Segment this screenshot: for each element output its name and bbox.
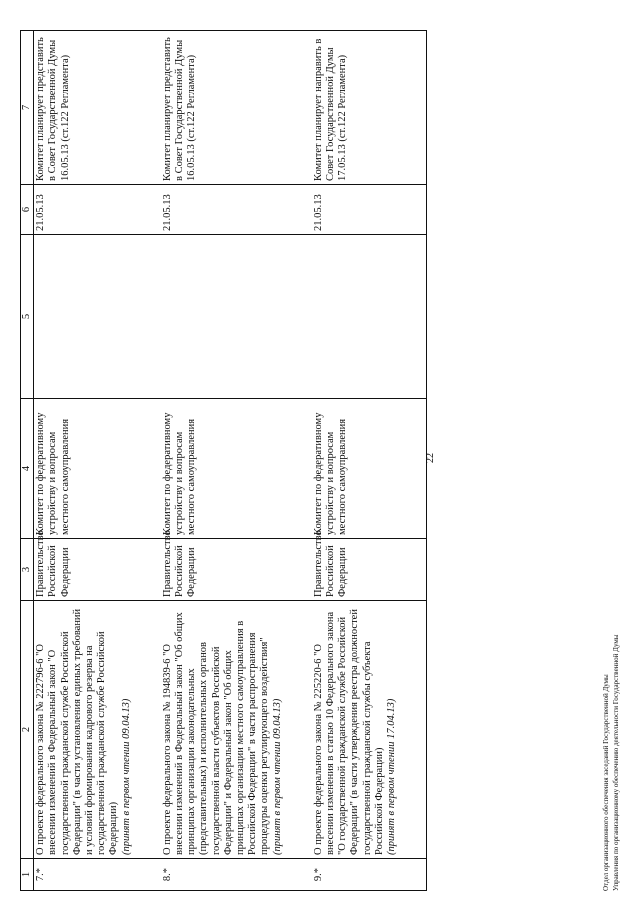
column-header: 4 <box>21 399 34 539</box>
col5-cell <box>34 235 161 399</box>
footer-line: Отдел организационного обеспечения заседаний Государственной Думы <box>602 674 610 891</box>
committee-cell: Комитет по федеративному устройству и вопросам местного самоуправления <box>34 399 161 539</box>
agenda-table <box>20 30 427 891</box>
bill-title: О проекте федерального закона № 194839-6 "О внесении изменений в Федеральный закон "Об общих принципах организации законодательных (представительных) и исполнительных органов государственной власти субъектов Российской Федерации" и Федеральный закон "Об общих принципах организации местного самоуправления в Российской Федерации" в части распространения процедуры оценки регулирующего воздействия" <box>161 612 271 855</box>
row-number: 8.* <box>161 859 312 891</box>
bill-note: (принят в первом чтении 09.04.13) <box>271 698 283 855</box>
footer-line: Управления по организационному обеспечению деятельности Государственной Думы <box>612 634 620 891</box>
remark-cell: Комитет планирует представить в Совет Государственной Думы 16.05.13 (ст.122 Регламента) <box>34 31 161 185</box>
column-header: 7 <box>21 31 34 185</box>
table-row <box>34 31 161 891</box>
bill-title: О проекте федерального закона № 222796-6 "О внесении изменений в Федеральный закон "О государственной гражданской службе Российской Федерации" (в части установления единых требований и условий формирования кадрового резерва на государственной гражданской службе Российской Федерации) <box>35 608 120 855</box>
remark-cell: Комитет планирует направить в Совет Государственной Думы 17.05.13 (ст.122 Регламента) <box>312 31 427 185</box>
table-header-row <box>21 31 34 891</box>
row-number: 7.* <box>34 859 161 891</box>
column-header: 2 <box>21 601 34 859</box>
column-header: 3 <box>21 539 34 601</box>
initiator-cell: Правительство Российской Федерации <box>161 539 312 601</box>
bill-note: (принят в первом чтении 17.04.13) <box>386 698 398 855</box>
bill-note: (принят в первом чтении 09.04.13) <box>120 698 132 855</box>
col5-cell <box>312 235 427 399</box>
page-number: 22 <box>425 453 436 463</box>
initiator-cell: Правительство Российской Федерации <box>312 539 427 601</box>
committee-cell: Комитет по федеративному устройству и вопросам местного самоуправления <box>312 399 427 539</box>
date-cell: 21.05.13 <box>312 185 427 235</box>
date-cell: 21.05.13 <box>34 185 161 235</box>
initiator-cell: Правительство Российской Федерации <box>34 539 161 601</box>
bill-title: О проекте федерального закона № 225220-6 "О внесении изменения в статью 10 Федерального закона "О государственной гражданской службе Российской Федерации" (в части утверждения реестра должностей государственной гражданской службы субъекта Российской Федерации) <box>312 609 385 855</box>
column-header: 1 <box>21 859 34 891</box>
bill-cell <box>161 601 312 859</box>
date-cell: 21.05.13 <box>161 185 312 235</box>
table-row <box>312 31 427 891</box>
table-row <box>161 31 312 891</box>
bill-cell <box>34 601 161 859</box>
row-number: 9.* <box>312 859 427 891</box>
committee-cell: Комитет по федеративному устройству и вопросам местного самоуправления <box>161 399 312 539</box>
remark-cell: Комитет планирует представить в Совет Государственной Думы 16.05.13 (ст.122 Регламента) <box>161 31 312 185</box>
bill-cell <box>312 601 427 859</box>
col5-cell <box>161 235 312 399</box>
column-header: 5 <box>21 235 34 399</box>
column-header: 6 <box>21 185 34 235</box>
